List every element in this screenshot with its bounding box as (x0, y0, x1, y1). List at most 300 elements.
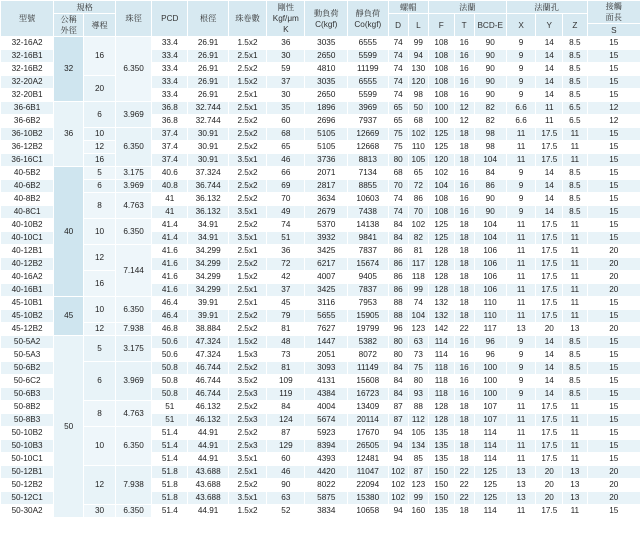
bcd-cell: 90 (474, 37, 506, 50)
c-cell: 5875 (305, 492, 348, 505)
root-cell: 36.132 (188, 206, 228, 219)
c-cell: 2051 (305, 349, 348, 362)
lead-cell: 10 (84, 427, 116, 466)
table-body (1, 37, 641, 518)
root-cell: 46.132 (188, 401, 228, 414)
L-cell: 99 (408, 284, 428, 297)
ball-dia-cell: 6.350 (116, 505, 152, 518)
header-nut: 螺帽 (388, 1, 428, 14)
c-cell: 5105 (305, 128, 348, 141)
ball-dia-cell: 7.938 (116, 323, 152, 336)
X-cell: 9 (506, 388, 536, 401)
D-cell: 86 (388, 284, 408, 297)
S-cell: 15 (587, 375, 640, 388)
root-cell: 26.91 (188, 89, 228, 102)
circ-cell: 3.5x2 (228, 375, 266, 388)
S-cell: 15 (587, 206, 640, 219)
c-cell: 2071 (305, 167, 348, 180)
circ-cell: 2.5x2 (228, 401, 266, 414)
F-cell: 125 (428, 141, 454, 154)
header-F: F (428, 14, 454, 37)
L-cell: 74 (408, 297, 428, 310)
L-cell: 81 (408, 245, 428, 258)
co-cell: 7837 (348, 284, 388, 297)
bcd-cell: 100 (474, 362, 506, 375)
D-cell: 74 (388, 50, 408, 63)
pcd-cell: 40.6 (152, 167, 188, 180)
pcd-cell: 41.6 (152, 245, 188, 258)
co-cell: 10603 (348, 193, 388, 206)
circ-cell: 2.5x2 (228, 362, 266, 375)
S-cell: 20 (587, 284, 640, 297)
circ-cell: 2.5x3 (228, 414, 266, 427)
table-row (1, 466, 641, 479)
X-cell: 9 (506, 76, 536, 89)
X-cell: 9 (506, 180, 536, 193)
X-cell: 13 (506, 466, 536, 479)
F-cell: 120 (428, 154, 454, 167)
Y-cell: 17.5 (536, 440, 563, 453)
X-cell: 11 (506, 297, 536, 310)
S-cell: 20 (587, 466, 640, 479)
c-cell: 1447 (305, 336, 348, 349)
root-cell: 38.884 (188, 323, 228, 336)
Z-cell: 11 (563, 505, 588, 518)
model-cell: 50-10B2 (1, 427, 54, 440)
circ-cell: 1.5x2 (228, 76, 266, 89)
F-cell: 118 (428, 375, 454, 388)
lead-cell: 12 (84, 323, 116, 336)
header-dynamic-load: 動負荷 C(kgf) (305, 1, 348, 37)
Y-cell: 14 (536, 375, 563, 388)
Y-cell: 14 (536, 50, 563, 63)
X-cell: 9 (506, 362, 536, 375)
circ-cell: 2.5x1 (228, 284, 266, 297)
L-cell: 120 (408, 76, 428, 89)
D-cell: 74 (388, 206, 408, 219)
D-cell: 102 (388, 479, 408, 492)
co-cell: 11149 (348, 362, 388, 375)
model-cell: 50-8B2 (1, 401, 54, 414)
L-cell: 110 (408, 141, 428, 154)
X-cell: 11 (506, 401, 536, 414)
co-cell: 12669 (348, 128, 388, 141)
L-cell: 123 (408, 323, 428, 336)
Y-cell: 14 (536, 362, 563, 375)
L-cell: 72 (408, 180, 428, 193)
D-cell: 102 (388, 466, 408, 479)
co-cell: 15380 (348, 492, 388, 505)
Y-cell: 14 (536, 167, 563, 180)
bcd-cell: 96 (474, 336, 506, 349)
co-cell: 15674 (348, 258, 388, 271)
table-row (1, 323, 641, 336)
bcd-cell: 106 (474, 245, 506, 258)
lead-cell: 6 (84, 102, 116, 128)
co-cell: 14138 (348, 219, 388, 232)
Z-cell: 13 (563, 323, 588, 336)
F-cell: 108 (428, 37, 454, 50)
model-cell: 50-12C1 (1, 492, 54, 505)
co-cell: 6555 (348, 37, 388, 50)
X-cell: 11 (506, 245, 536, 258)
k-cell: 36 (267, 37, 305, 50)
k-cell: 119 (267, 388, 305, 401)
ball-dia-cell: 3.175 (116, 336, 152, 362)
Y-cell: 17.5 (536, 453, 563, 466)
L-cell: 65 (408, 167, 428, 180)
co-cell: 9841 (348, 232, 388, 245)
root-cell: 32.744 (188, 115, 228, 128)
bcd-cell: 125 (474, 466, 506, 479)
Y-cell: 11 (536, 102, 563, 115)
root-cell: 34.91 (188, 232, 228, 245)
co-cell: 5599 (348, 50, 388, 63)
L-cell: 94 (408, 50, 428, 63)
model-cell: 50-30A2 (1, 505, 54, 518)
pcd-cell: 41.6 (152, 284, 188, 297)
circ-cell: 2.5x2 (228, 63, 266, 76)
bcd-cell: 107 (474, 414, 506, 427)
F-cell: 118 (428, 362, 454, 375)
table-row (1, 219, 641, 232)
root-cell: 46.132 (188, 414, 228, 427)
circ-cell: 2.5x2 (228, 323, 266, 336)
bcd-cell: 110 (474, 310, 506, 323)
header-flange-hole: 法蘭孔 (506, 1, 587, 14)
Z-cell: 8.5 (563, 349, 588, 362)
lead-cell: 6 (84, 180, 116, 193)
D-cell: 74 (388, 89, 408, 102)
k-cell: 63 (267, 492, 305, 505)
L-cell: 93 (408, 388, 428, 401)
co-cell: 19799 (348, 323, 388, 336)
D-cell: 88 (388, 310, 408, 323)
Z-cell: 11 (563, 284, 588, 297)
bcd-cell: 100 (474, 388, 506, 401)
c-cell: 4384 (305, 388, 348, 401)
root-cell: 37.324 (188, 167, 228, 180)
root-cell: 43.688 (188, 492, 228, 505)
circ-cell: 2.5x2 (228, 180, 266, 193)
bcd-cell: 90 (474, 76, 506, 89)
L-cell: 86 (408, 193, 428, 206)
root-cell: 44.91 (188, 427, 228, 440)
root-cell: 30.91 (188, 141, 228, 154)
table-row (1, 245, 641, 258)
Z-cell: 11 (563, 440, 588, 453)
root-cell: 39.91 (188, 297, 228, 310)
D-cell: 80 (388, 349, 408, 362)
circ-cell: 2.5x1 (228, 245, 266, 258)
model-cell: 36-10B2 (1, 128, 54, 141)
k-cell: 124 (267, 414, 305, 427)
lead-cell: 12 (84, 466, 116, 505)
nominal-od-cell: 36 (54, 102, 84, 167)
pcd-cell: 51 (152, 401, 188, 414)
k-cell: 81 (267, 323, 305, 336)
F-cell: 100 (428, 102, 454, 115)
pcd-cell: 37.4 (152, 141, 188, 154)
circ-cell: 2.5x2 (228, 479, 266, 492)
Z-cell: 13 (563, 492, 588, 505)
T-cell: 16 (454, 336, 474, 349)
S-cell: 15 (587, 63, 640, 76)
F-cell: 128 (428, 401, 454, 414)
T-cell: 18 (454, 401, 474, 414)
L-cell: 112 (408, 414, 428, 427)
root-cell: 34.299 (188, 271, 228, 284)
S-cell: 20 (587, 492, 640, 505)
X-cell: 6.6 (506, 102, 536, 115)
table-row (1, 505, 641, 518)
model-cell: 40-16B1 (1, 284, 54, 297)
S-cell: 15 (587, 76, 640, 89)
model-cell: 50-10B3 (1, 440, 54, 453)
circ-cell: 2.5x1 (228, 50, 266, 63)
lead-cell: 12 (84, 141, 116, 154)
pcd-cell: 51.8 (152, 466, 188, 479)
T-cell: 18 (454, 232, 474, 245)
T-cell: 22 (454, 466, 474, 479)
bcd-cell: 100 (474, 375, 506, 388)
root-cell: 43.688 (188, 466, 228, 479)
pcd-cell: 41 (152, 206, 188, 219)
X-cell: 13 (506, 323, 536, 336)
header-T: T (454, 14, 474, 37)
T-cell: 16 (454, 193, 474, 206)
c-cell: 3634 (305, 193, 348, 206)
root-cell: 43.688 (188, 479, 228, 492)
header-rigidity: 剛性 Kgf/μm K (267, 1, 305, 37)
model-cell: 32-20A2 (1, 76, 54, 89)
F-cell: 150 (428, 479, 454, 492)
co-cell: 15905 (348, 310, 388, 323)
bcd-cell: 114 (474, 453, 506, 466)
bcd-cell: 114 (474, 427, 506, 440)
co-cell: 5599 (348, 89, 388, 102)
D-cell: 86 (388, 271, 408, 284)
Y-cell: 14 (536, 388, 563, 401)
S-cell: 15 (587, 219, 640, 232)
circ-cell: 1.5x2 (228, 37, 266, 50)
model-cell: 50-12B2 (1, 479, 54, 492)
header-Z: Z (563, 14, 588, 37)
k-cell: 74 (267, 219, 305, 232)
circ-cell: 2.5x1 (228, 102, 266, 115)
ball-dia-cell: 3.969 (116, 362, 152, 401)
pcd-cell: 50.6 (152, 349, 188, 362)
c-cell: 2679 (305, 206, 348, 219)
S-cell: 12 (587, 115, 640, 128)
F-cell: 142 (428, 323, 454, 336)
lead-cell: 20 (84, 76, 116, 102)
S-cell: 15 (587, 505, 640, 518)
Z-cell: 11 (563, 297, 588, 310)
circ-cell: 3.5x1 (228, 492, 266, 505)
X-cell: 9 (506, 193, 536, 206)
Z-cell: 13 (563, 479, 588, 492)
X-cell: 11 (506, 258, 536, 271)
bcd-cell: 84 (474, 167, 506, 180)
D-cell: 74 (388, 76, 408, 89)
T-cell: 16 (454, 349, 474, 362)
L-cell: 160 (408, 505, 428, 518)
L-cell: 63 (408, 336, 428, 349)
ball-dia-cell: 7.938 (116, 466, 152, 505)
co-cell: 15608 (348, 375, 388, 388)
X-cell: 9 (506, 50, 536, 63)
table-header (1, 1, 641, 37)
X-cell: 9 (506, 206, 536, 219)
header-flange: 法蘭 (428, 1, 506, 14)
S-cell: 20 (587, 479, 640, 492)
Z-cell: 11 (563, 232, 588, 245)
S-cell: 15 (587, 50, 640, 63)
Y-cell: 17.5 (536, 284, 563, 297)
pcd-cell: 50.8 (152, 388, 188, 401)
table-row (1, 297, 641, 310)
ball-dia-cell: 6.350 (116, 297, 152, 323)
circ-cell: 2.5x2 (228, 193, 266, 206)
T-cell: 16 (454, 180, 474, 193)
pcd-cell: 51 (152, 414, 188, 427)
pcd-cell: 51.4 (152, 505, 188, 518)
bcd-cell: 104 (474, 219, 506, 232)
k-cell: 90 (267, 479, 305, 492)
ball-dia-cell: 6.350 (116, 219, 152, 245)
nominal-od-cell: 40 (54, 167, 84, 297)
X-cell: 11 (506, 141, 536, 154)
S-cell: 15 (587, 180, 640, 193)
root-cell: 26.91 (188, 37, 228, 50)
X-cell: 9 (506, 336, 536, 349)
Z-cell: 8.5 (563, 50, 588, 63)
root-cell: 47.324 (188, 349, 228, 362)
bcd-cell: 82 (474, 102, 506, 115)
table-row (1, 154, 641, 167)
pcd-cell: 37.4 (152, 154, 188, 167)
circ-cell: 1.5x3 (228, 349, 266, 362)
S-cell: 15 (587, 141, 640, 154)
bcd-cell: 125 (474, 492, 506, 505)
header-static-load: 靜負荷 Co(kgf) (348, 1, 388, 37)
bcd-cell: 117 (474, 323, 506, 336)
X-cell: 11 (506, 219, 536, 232)
k-cell: 65 (267, 141, 305, 154)
ball-dia-cell: 6.350 (116, 427, 152, 466)
lead-cell: 16 (84, 271, 116, 297)
X-cell: 9 (506, 375, 536, 388)
Y-cell: 20 (536, 492, 563, 505)
co-cell: 16723 (348, 388, 388, 401)
S-cell: 15 (587, 453, 640, 466)
Z-cell: 8.5 (563, 388, 588, 401)
table-row (1, 336, 641, 349)
Y-cell: 14 (536, 89, 563, 102)
T-cell: 18 (454, 141, 474, 154)
D-cell: 88 (388, 297, 408, 310)
ball-dia-cell: 3.175 (116, 167, 152, 180)
bcd-cell: 90 (474, 63, 506, 76)
Y-cell: 17.5 (536, 245, 563, 258)
Z-cell: 8.5 (563, 336, 588, 349)
header-root-dia: 根徑 (188, 1, 228, 37)
Z-cell: 11 (563, 154, 588, 167)
T-cell: 18 (454, 505, 474, 518)
Y-cell: 17.5 (536, 297, 563, 310)
pcd-cell: 36.8 (152, 115, 188, 128)
F-cell: 108 (428, 63, 454, 76)
pcd-cell: 33.4 (152, 63, 188, 76)
table-row (1, 193, 641, 206)
F-cell: 108 (428, 89, 454, 102)
circ-cell: 2.5x2 (228, 258, 266, 271)
pcd-cell: 50.8 (152, 375, 188, 388)
Y-cell: 17.5 (536, 427, 563, 440)
root-cell: 36.132 (188, 193, 228, 206)
root-cell: 32.744 (188, 102, 228, 115)
k-cell: 52 (267, 505, 305, 518)
table-row (1, 271, 641, 284)
lead-cell: 12 (84, 245, 116, 271)
F-cell: 108 (428, 206, 454, 219)
L-cell: 134 (408, 440, 428, 453)
T-cell: 16 (454, 375, 474, 388)
F-cell: 125 (428, 219, 454, 232)
Z-cell: 8.5 (563, 76, 588, 89)
k-cell: 46 (267, 154, 305, 167)
T-cell: 18 (454, 453, 474, 466)
header-S: S (587, 24, 640, 37)
root-cell: 30.91 (188, 128, 228, 141)
header-circuits: 珠卷數 (228, 1, 266, 37)
L-cell: 118 (408, 271, 428, 284)
bcd-cell: 107 (474, 401, 506, 414)
model-cell: 36-16C1 (1, 154, 54, 167)
Y-cell: 17.5 (536, 141, 563, 154)
D-cell: 70 (388, 180, 408, 193)
k-cell: 69 (267, 180, 305, 193)
F-cell: 150 (428, 492, 454, 505)
bcd-cell: 104 (474, 232, 506, 245)
S-cell: 15 (587, 89, 640, 102)
S-cell: 15 (587, 401, 640, 414)
Z-cell: 11 (563, 414, 588, 427)
Z-cell: 8.5 (563, 193, 588, 206)
X-cell: 9 (506, 89, 536, 102)
S-cell: 20 (587, 271, 640, 284)
circ-cell: 2.5x3 (228, 440, 266, 453)
k-cell: 30 (267, 50, 305, 63)
root-cell: 44.91 (188, 453, 228, 466)
table-row (1, 362, 641, 375)
D-cell: 102 (388, 492, 408, 505)
k-cell: 30 (267, 89, 305, 102)
X-cell: 6.6 (506, 115, 536, 128)
ball-dia-cell: 4.763 (116, 401, 152, 427)
pcd-cell: 41.4 (152, 232, 188, 245)
root-cell: 34.299 (188, 284, 228, 297)
pcd-cell: 46.8 (152, 323, 188, 336)
D-cell: 94 (388, 453, 408, 466)
c-cell: 8022 (305, 479, 348, 492)
X-cell: 9 (506, 37, 536, 50)
k-cell: 45 (267, 297, 305, 310)
c-cell: 8394 (305, 440, 348, 453)
c-cell: 2650 (305, 50, 348, 63)
Z-cell: 11 (563, 219, 588, 232)
